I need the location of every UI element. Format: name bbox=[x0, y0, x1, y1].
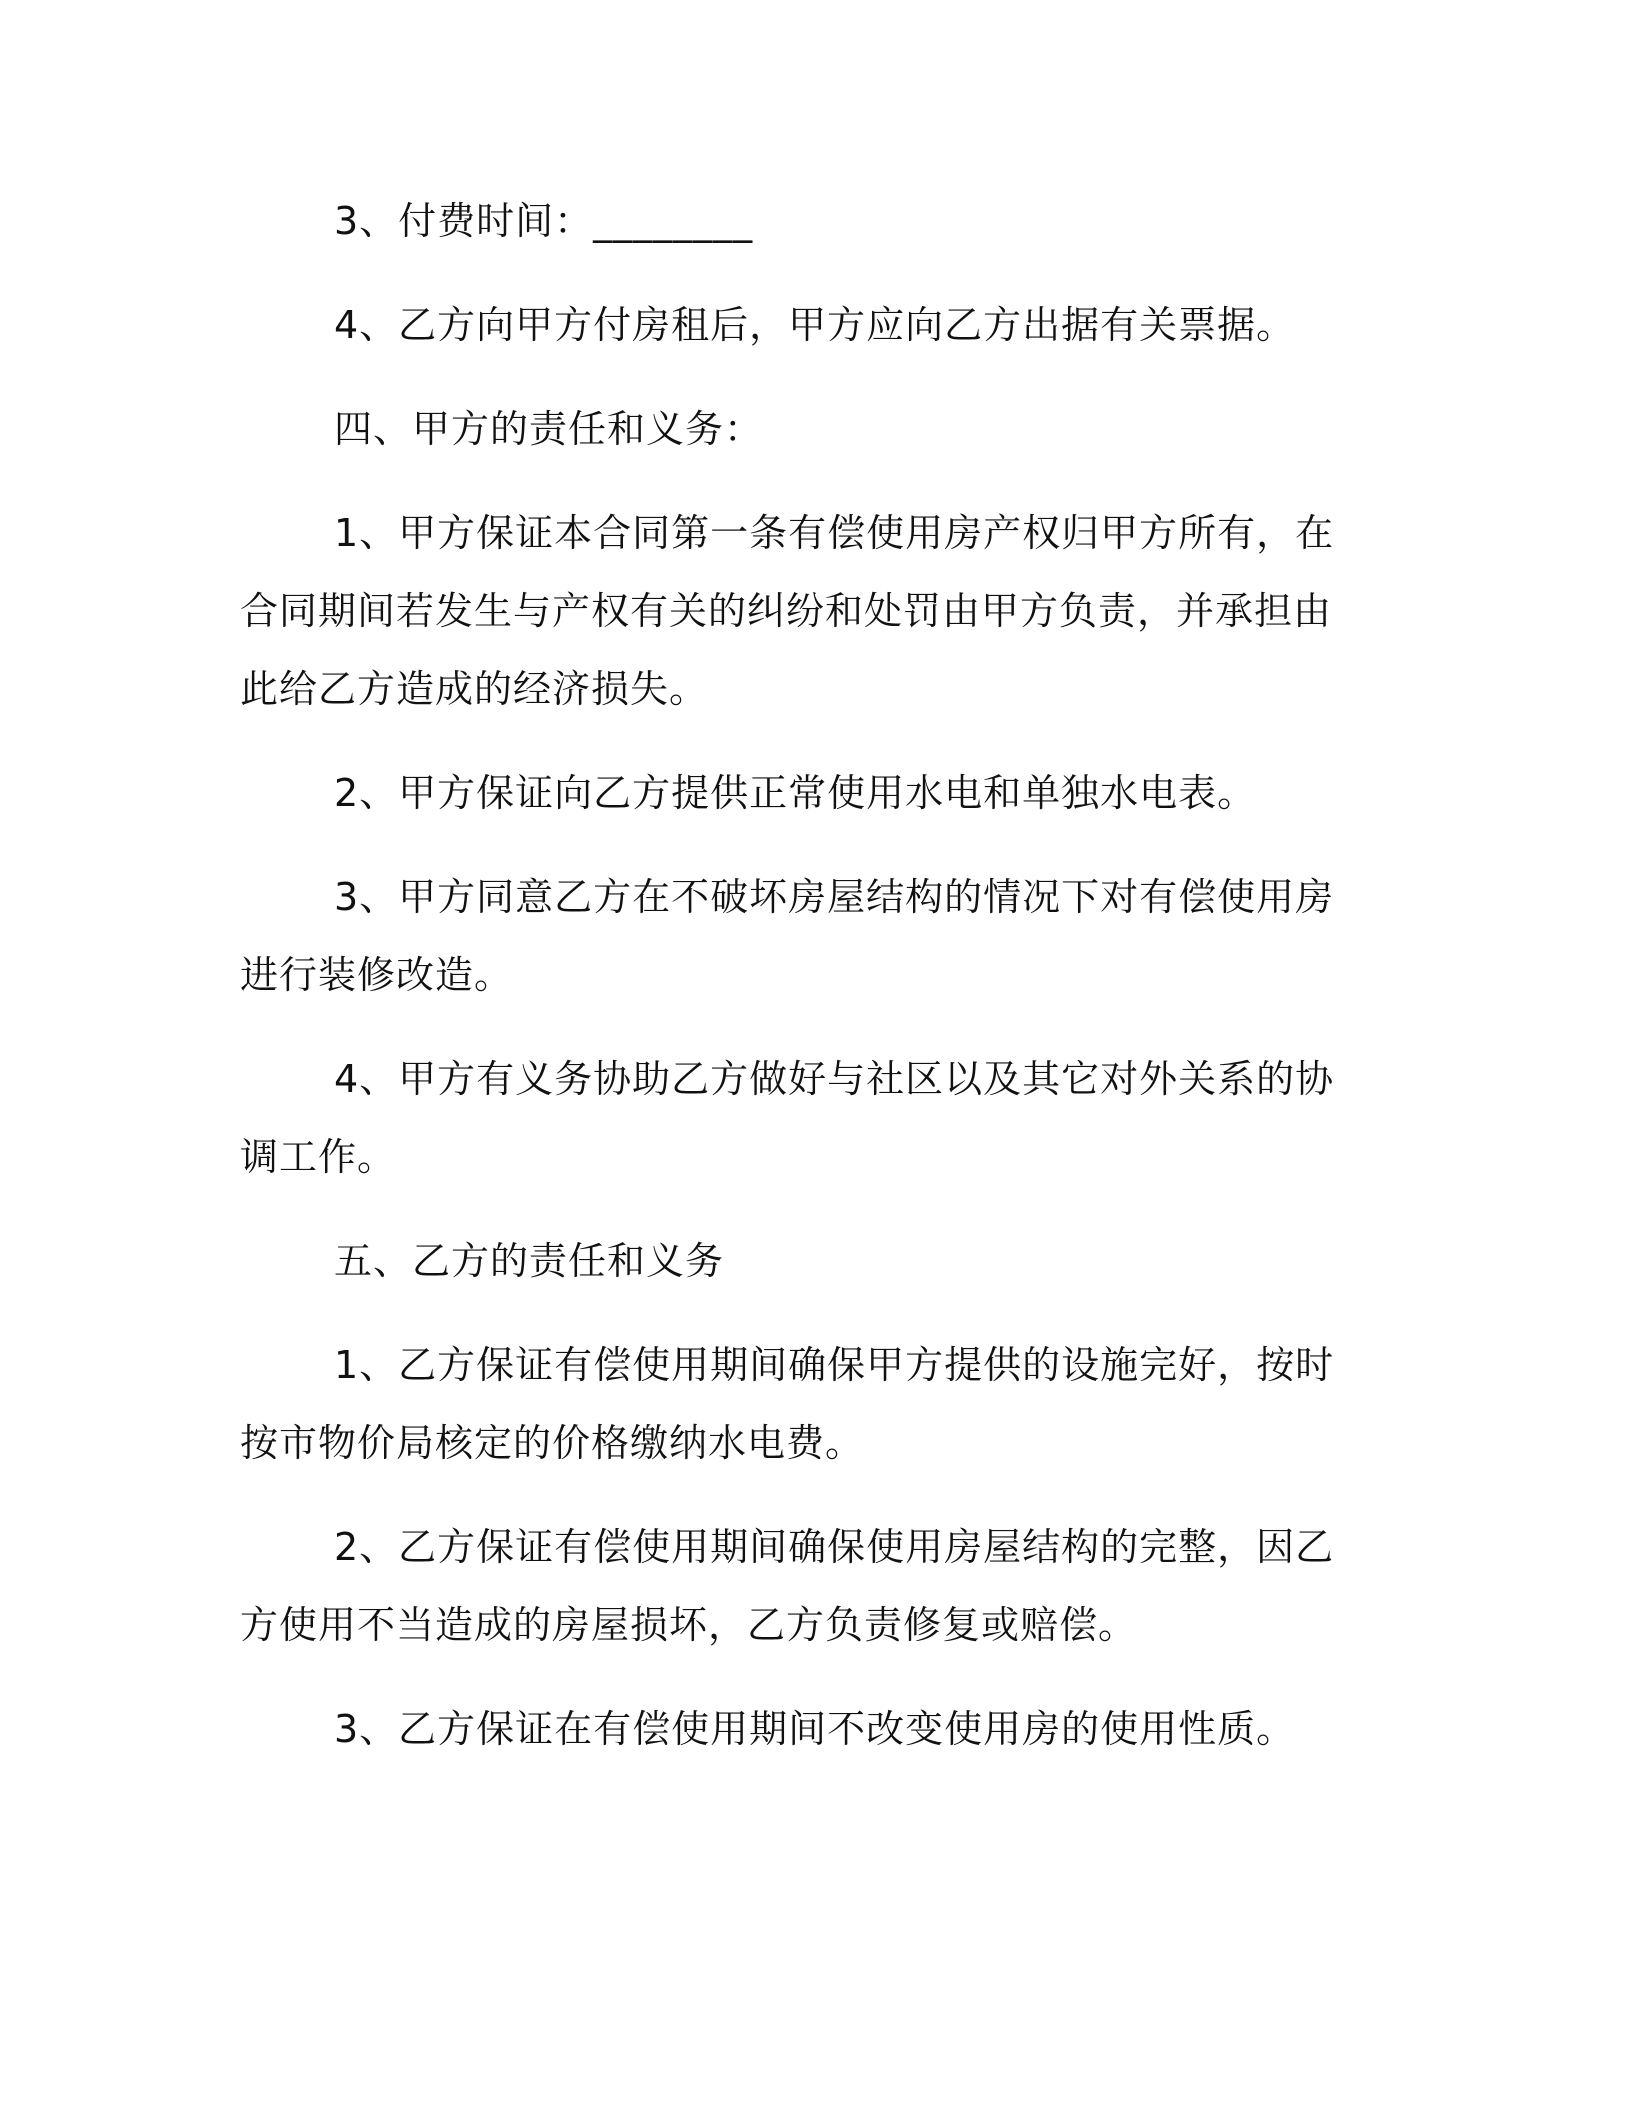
receipt-clause: 4、乙方向甲方付房租后，甲方应向乙方出据有关票据。 bbox=[334, 303, 1296, 347]
section-heading-party-b: 五、乙方的责任和义务 bbox=[334, 1239, 725, 1283]
payment-time-clause: 3、付费时间：________ bbox=[334, 199, 754, 243]
party-a-clause-3: 3、甲方同意乙方在不破坏房屋结构的情况下对有偿使用房进行装修改造。 bbox=[240, 875, 1335, 997]
party-b-clause-3: 3、乙方保证在有偿使用期间不改变使用房的使用性质。 bbox=[334, 1707, 1296, 1751]
document-body bbox=[240, 182, 1360, 1794]
party-a-clause-4: 4、甲方有义务协助乙方做好与社区以及其它对外关系的协调工作。 bbox=[240, 1057, 1335, 1179]
party-a-clause-1: 1、甲方保证本合同第一条有偿使用房产权归甲方所有，在合同期间若发生与产权有关的纠纷和处罚由甲方负责，并承担由此给乙方造成的经济损失。 bbox=[240, 511, 1335, 711]
section-heading-party-a: 四、甲方的责任和义务： bbox=[334, 407, 764, 451]
party-b-clause-1: 1、乙方保证有偿使用期间确保甲方提供的设施完好，按时按市物价局核定的价格缴纳水电费。 bbox=[240, 1343, 1335, 1465]
party-a-clause-2: 2、甲方保证向乙方提供正常使用水电和单独水电表。 bbox=[334, 771, 1257, 815]
party-b-clause-2: 2、乙方保证有偿使用期间确保使用房屋结构的完整，因乙方使用不当造成的房屋损坏，乙方负责修复或赔偿。 bbox=[240, 1525, 1335, 1647]
